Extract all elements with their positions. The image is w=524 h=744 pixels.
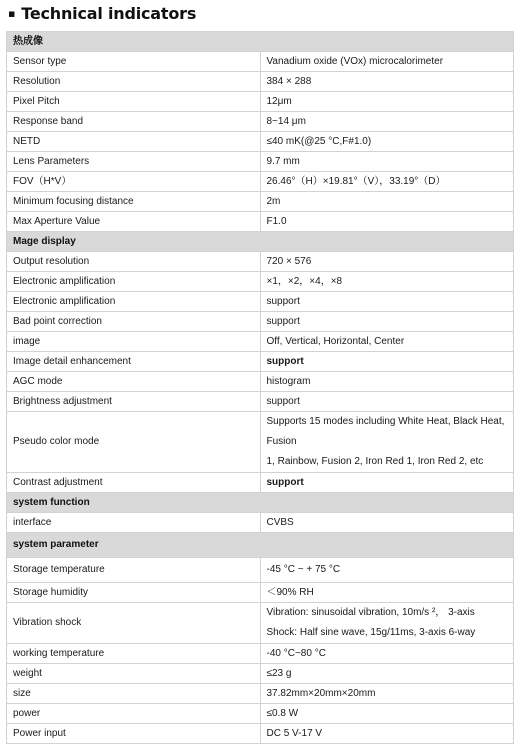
spec-label: Pixel Pitch [7, 92, 261, 112]
table-row [7, 583, 514, 603]
spec-value: Off, Vertical, Horizontal, Center [260, 332, 514, 352]
spec-label: weight [7, 664, 261, 684]
spec-value: ≤0.8 W [260, 704, 514, 724]
table-row [7, 212, 514, 232]
spec-value: 2m [260, 192, 514, 212]
spec-value: 26.46°（H）×19.81°（V），33.19°（D） [260, 172, 514, 192]
bullet-icon: ▪ [8, 6, 16, 20]
table-row [7, 312, 514, 332]
spec-value: -45 °C ~ + 75 °C [260, 558, 514, 583]
table-row [7, 704, 514, 724]
table-row [7, 392, 514, 412]
table-row [7, 644, 514, 664]
spec-value: ≤23 g [260, 664, 514, 684]
spec-label: image [7, 332, 261, 352]
spec-value: 37.82mm×20mm×20mm [260, 684, 514, 704]
spec-label: Sensor type [7, 52, 261, 72]
spec-label: Storage humidity [7, 583, 261, 603]
spec-value: 720 × 576 [260, 252, 514, 272]
spec-label: NETD [7, 132, 261, 152]
spec-label: Lens Parameters [7, 152, 261, 172]
spec-label: size [7, 684, 261, 704]
table-row [7, 152, 514, 172]
spec-label: Response band [7, 112, 261, 132]
section-header [7, 32, 514, 52]
spec-value [260, 603, 514, 644]
table-row [7, 724, 514, 744]
spec-value: ≤40 mK(@25 °C,F#1.0) [260, 132, 514, 152]
table-row [7, 192, 514, 212]
table-row [7, 513, 514, 533]
spec-value: -40 °C~80 °C [260, 644, 514, 664]
spec-label: Resolution [7, 72, 261, 92]
table-row [7, 372, 514, 392]
spec-value: support [260, 352, 514, 372]
spec-label: Output resolution [7, 252, 261, 272]
table-row [7, 412, 514, 473]
spec-table [6, 31, 514, 744]
table-row [7, 52, 514, 72]
spec-label: interface [7, 513, 261, 533]
spec-label: Vibration shock [7, 603, 261, 644]
spec-value: ×1，×2，×4，×8 [260, 272, 514, 292]
spec-label: working temperature [7, 644, 261, 664]
table-row [7, 664, 514, 684]
spec-value: support [260, 292, 514, 312]
table-row [7, 252, 514, 272]
spec-label: Power input [7, 724, 261, 744]
spec-label: power [7, 704, 261, 724]
spec-label: Storage temperature [7, 558, 261, 583]
section-title-image-display: Mage display [7, 232, 514, 252]
spec-value: 8~14 μm [260, 112, 514, 132]
spec-value: F1.0 [260, 212, 514, 232]
spec-label: Minimum focusing distance [7, 192, 261, 212]
spec-value: 12μm [260, 92, 514, 112]
spec-value: support [260, 312, 514, 332]
spec-value: Vanadium oxide (VOx) microcalorimeter [260, 52, 514, 72]
table-row [7, 132, 514, 152]
spec-label: Electronic amplification [7, 272, 261, 292]
spec-label: FOV（H*V） [7, 172, 261, 192]
spec-value-line-2: Shock: Half sine wave, 15g/11ms, 3-axis 6-way [266, 627, 476, 638]
spec-label: Max Aperture Value [7, 212, 261, 232]
spec-label: Electronic amplification [7, 292, 261, 312]
spec-value: 9.7 mm [260, 152, 514, 172]
section-header [7, 493, 514, 513]
section-title-system-parameter: system parameter [7, 533, 514, 558]
table-row [7, 112, 514, 132]
table-row [7, 332, 514, 352]
spec-label: Bad point correction [7, 312, 261, 332]
spec-value: 384 × 288 [260, 72, 514, 92]
spec-value: CVBS [260, 513, 514, 533]
table-row [7, 272, 514, 292]
section-header [7, 533, 514, 558]
section-title-thermal: 热成像 [7, 32, 514, 52]
spec-label: AGC mode [7, 372, 261, 392]
spec-value-line-1: Vibration: sinusoidal vibration, 10m/s ²， 3-axis [266, 607, 475, 618]
table-row [7, 292, 514, 312]
section-header [7, 232, 514, 252]
table-row [7, 352, 514, 372]
table-row [7, 72, 514, 92]
table-row [7, 473, 514, 493]
spec-value: support [260, 473, 514, 493]
spec-value-line-2: 1, Rainbow, Fusion 2, Iron Red 1, Iron Red 2, etc [266, 456, 484, 467]
table-row [7, 558, 514, 583]
heading-title: Technical indicators [21, 3, 197, 23]
spec-label: Image detail enhancement [7, 352, 261, 372]
spec-value: histogram [260, 372, 514, 392]
table-row [7, 684, 514, 704]
spec-value [260, 412, 514, 473]
spec-label: Brightness adjustment [7, 392, 261, 412]
spec-label: Contrast adjustment [7, 473, 261, 493]
page-heading [8, 2, 196, 24]
table-row [7, 92, 514, 112]
spec-value: ＜90% RH [260, 583, 514, 603]
spec-label: Pseudo color mode [7, 412, 261, 473]
spec-value: support [260, 392, 514, 412]
table-row [7, 172, 514, 192]
spec-value-line-1: Supports 15 modes including White Heat, Black Heat, Fusion [266, 416, 505, 447]
section-title-system-function: system function [7, 493, 514, 513]
spec-value: DC 5 V-17 V [260, 724, 514, 744]
table-row [7, 603, 514, 644]
